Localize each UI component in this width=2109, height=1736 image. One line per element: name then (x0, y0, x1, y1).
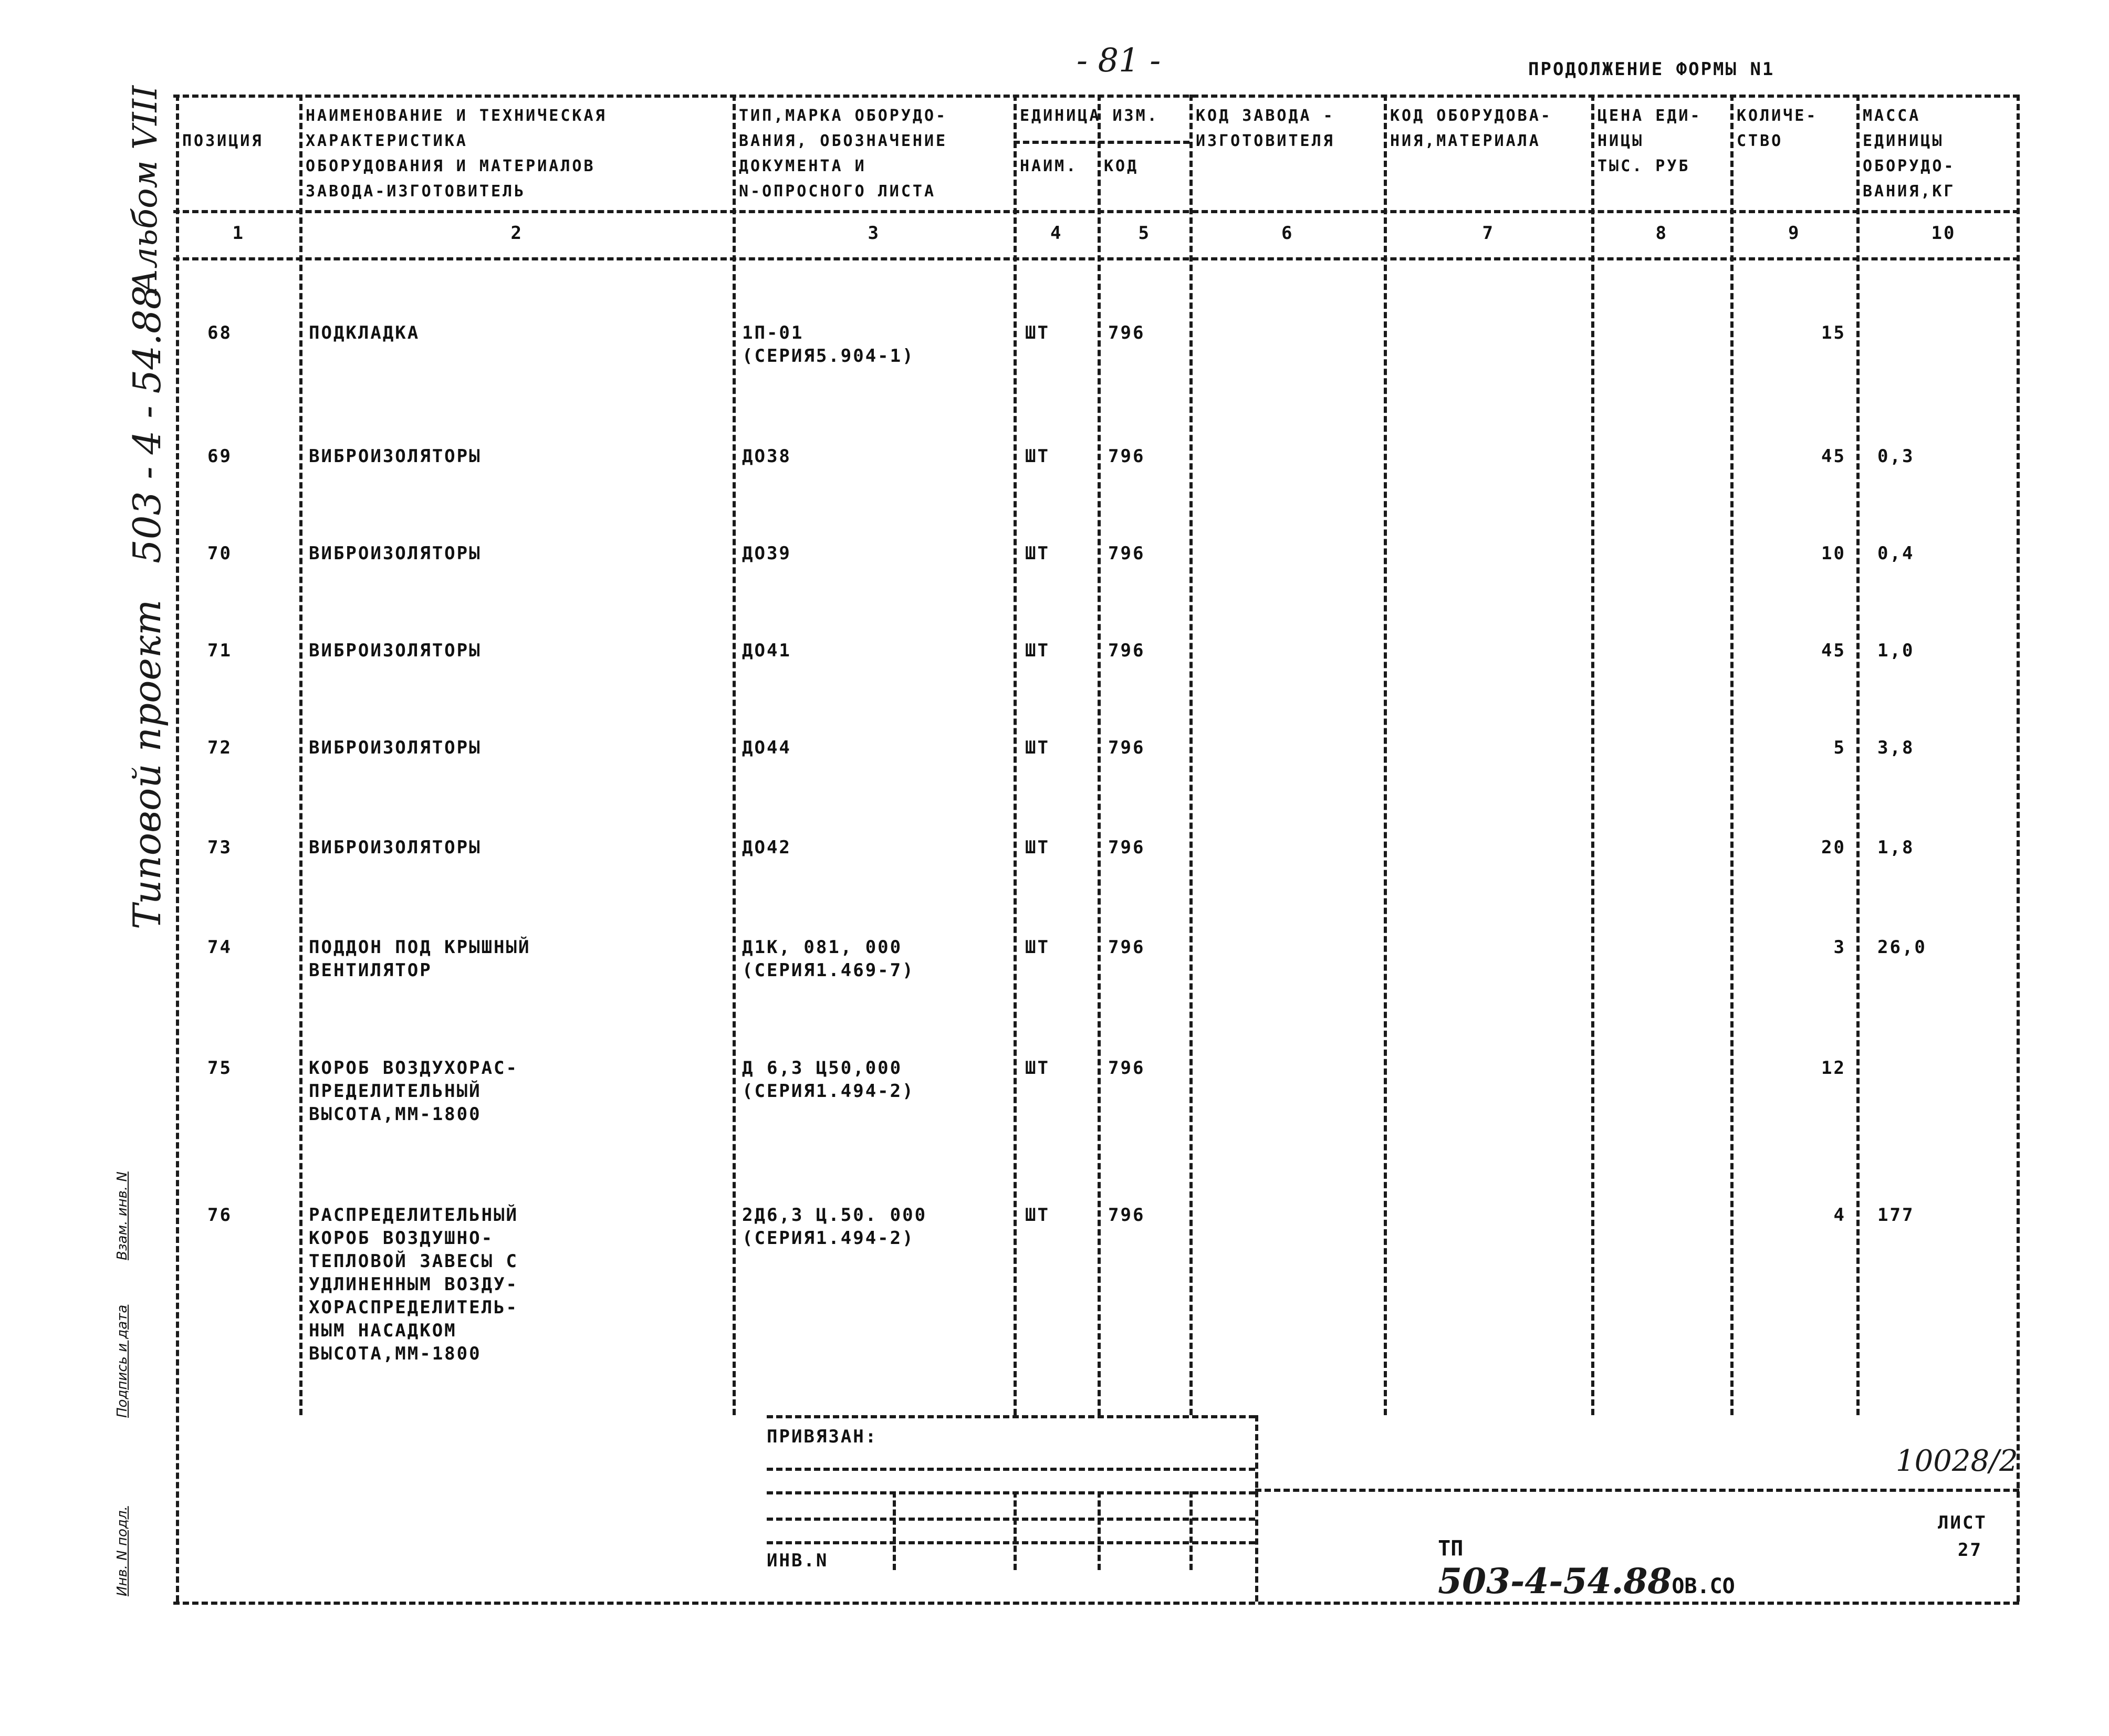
header-col6-line1: КОД ЗАВОДА - (1196, 107, 1335, 125)
column-rule-2 (733, 95, 736, 1415)
header-col2-line2: ХАРАКТЕРИСТИКА (306, 132, 468, 150)
row-mass: 3,8 (1877, 737, 1915, 758)
header-col9-line1: КОЛИЧЕ- (1737, 107, 1818, 125)
table-top-rule (173, 95, 2019, 98)
row-mass: 1,8 (1877, 837, 1915, 858)
stamp-vzam-inv: Взам. инв. N (114, 1172, 130, 1260)
header-col10-line4: ВАНИЯ,КГ (1863, 182, 1956, 201)
stamp-inner-rule-2 (1098, 1491, 1101, 1570)
row-name-line: ПРЕДЕЛИТЕЛЬНЫЙ (309, 1081, 482, 1102)
column-rule-4 (1098, 95, 1101, 1415)
row-name-line: КОРОБ ВОЗДУШНО- (309, 1228, 494, 1249)
row-type-line: 1П-01 (742, 322, 804, 343)
stamp-signature-date: Подпись и дата (114, 1304, 130, 1418)
row-code: 796 (1108, 1058, 1145, 1079)
stamp-rule-3 (767, 1491, 1255, 1494)
row-quantity: 3 (1833, 937, 1846, 958)
row-name-line: ВЫСОТА,ММ-1800 (309, 1104, 482, 1125)
stamp-inner-rule-1 (1014, 1491, 1017, 1570)
header-col1-line2: ПОЗИЦИЯ (182, 132, 264, 150)
row-unit: ШТ (1025, 1205, 1050, 1226)
header-col3-line1: ТИП,МАРКА ОБОРУДО- (739, 107, 948, 125)
row-code: 796 (1108, 446, 1145, 467)
header-col2-line1: НАИМЕНОВАНИЕ И ТЕХНИЧЕСКАЯ (306, 107, 607, 125)
row-quantity: 45 (1821, 446, 1846, 467)
row-position: 73 (207, 837, 232, 858)
row-position: 68 (207, 322, 232, 343)
header-col10-line2: ЕДИНИЦЫ (1863, 132, 1944, 150)
row-type-line: 2Д6,3 Ц.50. 000 (742, 1205, 927, 1226)
row-mass: 177 (1877, 1205, 1915, 1226)
row-type-line: Д1К, 081, 000 (742, 937, 903, 958)
column-rule-5 (1189, 95, 1193, 1415)
header-col8-line2: НИЦЫ (1598, 132, 1644, 150)
row-code: 796 (1108, 737, 1145, 758)
column-rule-6 (1384, 95, 1387, 1415)
header-col7-line2: НИЯ,МАТЕРИАЛА (1390, 132, 1541, 150)
header-col7-line1: КОД ОБОРУДОВА- (1390, 107, 1552, 125)
column-rule-10 (2017, 95, 2020, 1602)
row-name-line: ПОДКЛАДКА (309, 322, 420, 343)
row-code: 796 (1108, 1205, 1145, 1226)
column-rule-7 (1591, 95, 1594, 1415)
unit-subheader-rule (1014, 141, 1189, 144)
row-name-line: УДЛИНЕННЫМ ВОЗДУ- (309, 1274, 518, 1295)
document-code (1413, 1512, 1735, 1602)
header-col3-line4: N-ОПРОСНОГО ЛИСТА (739, 182, 936, 201)
row-unit: ШТ (1025, 1058, 1050, 1079)
row-unit: ШТ (1025, 837, 1050, 858)
row-name-line: ВИБРОИЗОЛЯТОРЫ (309, 543, 482, 564)
column-number-10: 10 (1931, 223, 1956, 244)
stamp-top-rule (767, 1415, 1255, 1418)
doc-code-number: 503-4-54.88 (1438, 1561, 1672, 1602)
row-code: 796 (1108, 322, 1145, 343)
stamp-inner-rule-3 (1189, 1491, 1193, 1570)
row-code: 796 (1108, 640, 1145, 661)
stamp-inv-podl: Инв. N подл. (114, 1506, 130, 1596)
row-unit: ШТ (1025, 446, 1050, 467)
row-code: 796 (1108, 543, 1145, 564)
row-position: 71 (207, 640, 232, 661)
header-col8-line1: ЦЕНА ЕДИ- (1598, 107, 1702, 125)
title-block-rule (1255, 1489, 2019, 1492)
row-quantity: 4 (1833, 1205, 1846, 1226)
doc-code-suffix: ОВ.СО (1672, 1574, 1735, 1598)
doc-code-prefix: ТП (1438, 1536, 1464, 1561)
row-name-line: ХОРАСПРЕДЕЛИТЕЛЬ- (309, 1297, 518, 1318)
header-col3-line3: ДОКУМЕНТА И (739, 157, 866, 175)
row-position: 74 (207, 937, 232, 958)
column-number-7: 7 (1482, 223, 1495, 244)
table-bottom-rule (173, 1602, 2019, 1605)
row-quantity: 10 (1821, 543, 1846, 564)
header-col10-line3: ОБОРУДО- (1863, 157, 1956, 175)
stamp-rule-4 (767, 1518, 1255, 1521)
row-name-line: ВИБРОИЗОЛЯТОРЫ (309, 640, 482, 661)
header-bottom-rule (173, 210, 2019, 213)
row-mass: 0,4 (1877, 543, 1915, 564)
row-position: 75 (207, 1058, 232, 1079)
row-position: 72 (207, 737, 232, 758)
column-rule-1 (299, 95, 302, 1415)
row-unit: ШТ (1025, 737, 1050, 758)
inv-label: ИНВ.N (767, 1550, 829, 1571)
row-name-line: ВЫСОТА,ММ-1800 (309, 1343, 482, 1364)
row-type-line: (СЕРИЯ1.469-7) (742, 960, 915, 981)
row-quantity: 5 (1833, 737, 1846, 758)
header-col4-line3: НАИМ. (1020, 157, 1078, 175)
row-type-line: ДО41 (742, 640, 791, 661)
row-name-line: ВИБРОИЗОЛЯТОРЫ (309, 737, 482, 758)
row-name-line: НЫМ НАСАДКОМ (309, 1320, 457, 1341)
column-number-6: 6 (1281, 223, 1294, 244)
column-rule-3 (1014, 95, 1017, 1415)
header-col9-line2: СТВО (1737, 132, 1783, 150)
row-name-line: ВИБРОИЗОЛЯТОРЫ (309, 446, 482, 467)
column-number-9: 9 (1788, 223, 1801, 244)
header-col3-line2: ВАНИЯ, ОБОЗНАЧЕНИЕ (739, 132, 948, 150)
stamp-inner-rule-0 (893, 1491, 896, 1570)
row-quantity: 45 (1821, 640, 1846, 661)
header-col4-line1: ЕДИНИЦА ИЗМ. (1020, 107, 1159, 125)
column-number-2: 2 (510, 223, 523, 244)
row-mass: 1,0 (1877, 640, 1915, 661)
project-label: Типовой проект 503 - 4 - 54.88 (125, 285, 169, 929)
page-number: - 81 - (1077, 41, 1161, 79)
row-unit: ШТ (1025, 937, 1050, 958)
row-type-line: ДО39 (742, 543, 791, 564)
header-col8-line3: ТЫС. РУБ (1598, 157, 1690, 175)
column-number-5: 5 (1138, 223, 1151, 244)
row-type-line: ДО42 (742, 837, 791, 858)
stamp-rule-2 (767, 1468, 1255, 1471)
row-position: 69 (207, 446, 232, 467)
row-type-line: Д 6,3 Ц50,000 (742, 1058, 903, 1079)
continuation-title: ПРОДОЛЖЕНИЕ ФОРМЫ N1 (1528, 59, 1775, 80)
album-label: Альбом VIII (126, 85, 165, 294)
row-type-line: (СЕРИЯ1.494-2) (742, 1081, 915, 1102)
stamp-rule-5 (767, 1541, 1255, 1544)
row-quantity: 15 (1821, 322, 1846, 343)
stamp-right-rule (1255, 1415, 1258, 1602)
order-number: 10028/2 (1896, 1444, 2018, 1478)
row-name-line: ТЕПЛОВОЙ ЗАВЕСЫ С (309, 1251, 518, 1272)
column-number-8: 8 (1655, 223, 1668, 244)
row-code: 796 (1108, 937, 1145, 958)
row-position: 76 (207, 1205, 232, 1226)
column-rule-8 (1730, 95, 1734, 1415)
sheet-number: 27 (1958, 1540, 1982, 1561)
header-col5-line3: КОД (1104, 157, 1139, 175)
row-unit: ШТ (1025, 640, 1050, 661)
row-unit: ШТ (1025, 543, 1050, 564)
row-name-line: КОРОБ ВОЗДУХОРАС- (309, 1058, 518, 1079)
header-col6-line2: ИЗГОТОВИТЕЛЯ (1196, 132, 1335, 150)
row-mass: 0,3 (1877, 446, 1915, 467)
column-rule-9 (1856, 95, 1860, 1415)
privyazan-label: ПРИВЯЗАН: (767, 1426, 878, 1447)
column-number-1: 1 (232, 223, 245, 244)
row-type-line: ДО38 (742, 446, 791, 467)
row-quantity: 20 (1821, 837, 1846, 858)
row-name-line: ВИБРОИЗОЛЯТОРЫ (309, 837, 482, 858)
row-type-line: (СЕРИЯ5.904-1) (742, 346, 915, 367)
sheet-label: ЛИСТ (1938, 1512, 1987, 1533)
row-position: 70 (207, 543, 232, 564)
header-col10-line1: МАССА (1863, 107, 1921, 125)
row-name-line: ПОДДОН ПОД КРЫШНЫЙ (309, 937, 531, 958)
row-quantity: 12 (1821, 1058, 1846, 1079)
row-unit: ШТ (1025, 322, 1050, 343)
column-number-3: 3 (868, 223, 880, 244)
row-code: 796 (1108, 837, 1145, 858)
header-col2-line4: ЗАВОДА-ИЗГОТОВИТЕЛЬ (306, 182, 526, 201)
column-number-4: 4 (1050, 223, 1063, 244)
column-numbers-rule (173, 257, 2019, 260)
row-name-line: РАСПРЕДЕЛИТЕЛЬНЫЙ (309, 1205, 518, 1226)
row-type-line: ДО44 (742, 737, 791, 758)
column-rule-0 (176, 95, 179, 1602)
row-name-line: ВЕНТИЛЯТОР (309, 960, 432, 981)
row-type-line: (СЕРИЯ1.494-2) (742, 1228, 915, 1249)
header-col2-line3: ОБОРУДОВАНИЯ И МАТЕРИАЛОВ (306, 157, 596, 175)
row-mass: 26,0 (1877, 937, 1927, 958)
